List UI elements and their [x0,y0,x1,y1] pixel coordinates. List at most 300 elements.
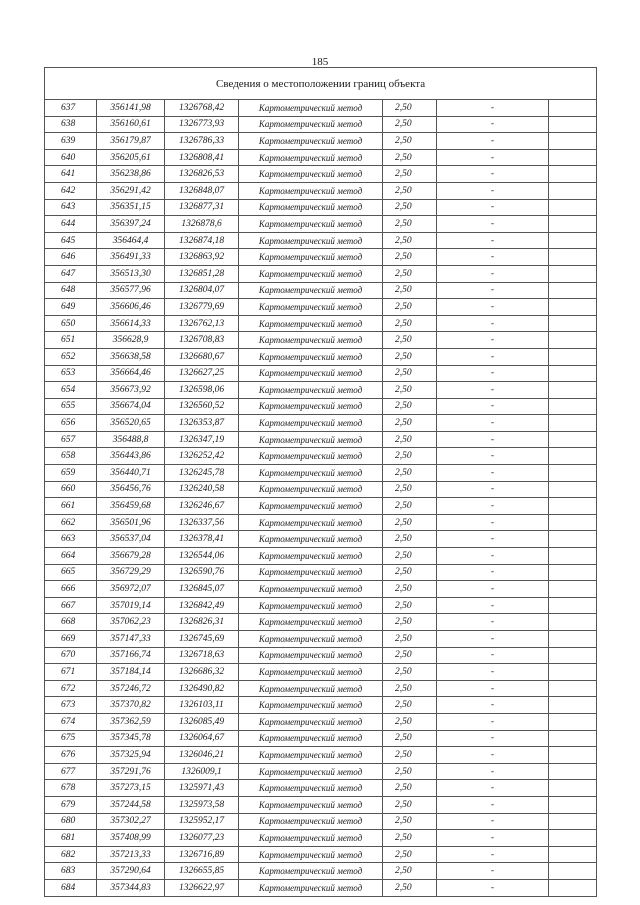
table-row [45,481,597,498]
empty-cell [549,100,597,117]
accuracy-cell: 2,50 [383,232,437,249]
coordinate-y-cell: 1326246,67 [165,498,239,515]
coordinate-y-cell: 1326826,53 [165,166,239,183]
point-number-cell: 660 [45,481,97,498]
method-cell: Картометрический метод [239,282,383,299]
empty-cell [549,282,597,299]
coordinate-x-cell: 356674,04 [97,398,165,415]
method-cell: Картометрический метод [239,631,383,648]
accuracy-cell: 2,50 [383,730,437,747]
point-number-cell: 653 [45,365,97,382]
accuracy-cell: 2,50 [383,813,437,830]
point-number-cell: 665 [45,564,97,581]
accuracy-cell: 2,50 [383,531,437,548]
accuracy-cell: 2,50 [383,199,437,216]
method-cell: Картометрический метод [239,564,383,581]
empty-cell [549,664,597,681]
accuracy-cell: 2,50 [383,548,437,565]
point-number-cell: 648 [45,282,97,299]
accuracy-cell: 2,50 [383,863,437,880]
point-number-cell: 680 [45,813,97,830]
coordinate-y-cell: 1326848,07 [165,182,239,199]
accuracy-cell: 2,50 [383,879,437,896]
accuracy-cell: 2,50 [383,465,437,482]
accuracy-cell: 2,50 [383,365,437,382]
coordinate-x-cell: 356513,30 [97,265,165,282]
empty-cell [549,398,597,415]
coordinate-y-cell: 1326627,25 [165,365,239,382]
empty-cell [549,597,597,614]
description-cell: - [437,614,549,631]
description-cell: - [437,747,549,764]
accuracy-cell: 2,50 [383,348,437,365]
point-number-cell: 640 [45,149,97,166]
point-number-cell: 679 [45,796,97,813]
coordinate-y-cell: 1326353,87 [165,415,239,432]
accuracy-cell: 2,50 [383,481,437,498]
point-number-cell: 669 [45,631,97,648]
empty-cell [549,813,597,830]
table-row [45,365,597,382]
table-row [45,216,597,233]
coordinate-x-cell: 357147,33 [97,631,165,648]
empty-cell [549,365,597,382]
table-row [45,813,597,830]
description-cell: - [437,465,549,482]
accuracy-cell: 2,50 [383,149,437,166]
empty-cell [549,299,597,316]
description-cell: - [437,647,549,664]
empty-cell [549,514,597,531]
point-number-cell: 638 [45,116,97,133]
coordinate-x-cell: 357290,64 [97,863,165,880]
empty-cell [549,730,597,747]
accuracy-cell: 2,50 [383,680,437,697]
description-cell: - [437,780,549,797]
method-cell: Картометрический метод [239,116,383,133]
method-cell: Картометрический метод [239,763,383,780]
coordinate-y-cell: 1326240,58 [165,481,239,498]
coordinate-x-cell: 356179,87 [97,133,165,150]
coordinate-x-cell: 357246,72 [97,680,165,697]
description-cell: - [437,730,549,747]
coordinate-y-cell: 1326077,23 [165,830,239,847]
coordinate-y-cell: 1326245,78 [165,465,239,482]
coordinate-x-cell: 357019,14 [97,597,165,614]
table-row [45,647,597,664]
point-number-cell: 637 [45,100,97,117]
coordinate-y-cell: 1326786,33 [165,133,239,150]
coordinate-y-cell: 1326686,32 [165,664,239,681]
description-cell: - [437,498,549,515]
empty-cell [549,498,597,515]
empty-cell [549,846,597,863]
point-number-cell: 655 [45,398,97,415]
empty-cell [549,614,597,631]
point-number-cell: 661 [45,498,97,515]
accuracy-cell: 2,50 [383,299,437,316]
point-number-cell: 644 [45,216,97,233]
empty-cell [549,216,597,233]
table-row [45,299,597,316]
description-cell: - [437,166,549,183]
point-number-cell: 642 [45,182,97,199]
coordinate-x-cell: 357166,74 [97,647,165,664]
table-row [45,581,597,598]
point-number-cell: 664 [45,548,97,565]
description-cell: - [437,282,549,299]
coordinate-x-cell: 356577,96 [97,282,165,299]
coordinate-y-cell: 1326544,06 [165,548,239,565]
description-cell: - [437,116,549,133]
table-row [45,232,597,249]
point-number-cell: 682 [45,846,97,863]
description-cell: - [437,398,549,415]
accuracy-cell: 2,50 [383,647,437,664]
description-cell: - [437,548,549,565]
description-cell: - [437,581,549,598]
description-cell: - [437,315,549,332]
point-number-cell: 663 [45,531,97,548]
empty-cell [549,697,597,714]
point-number-cell: 646 [45,249,97,266]
accuracy-cell: 2,50 [383,431,437,448]
accuracy-cell: 2,50 [383,780,437,797]
coordinate-y-cell: 1326863,92 [165,249,239,266]
empty-cell [549,133,597,150]
accuracy-cell: 2,50 [383,282,437,299]
method-cell: Картометрический метод [239,365,383,382]
coordinate-y-cell: 1326252,42 [165,448,239,465]
table-row [45,664,597,681]
description-cell: - [437,830,549,847]
table-row [45,149,597,166]
empty-cell [549,465,597,482]
description-cell: - [437,863,549,880]
coordinate-y-cell: 1326560,52 [165,398,239,415]
empty-cell [549,332,597,349]
table-row [45,315,597,332]
method-cell: Картометрический метод [239,514,383,531]
method-cell: Картометрический метод [239,216,383,233]
accuracy-cell: 2,50 [383,514,437,531]
point-number-cell: 674 [45,713,97,730]
point-number-cell: 647 [45,265,97,282]
coordinate-y-cell: 1326085,49 [165,713,239,730]
accuracy-cell: 2,50 [383,382,437,399]
point-number-cell: 652 [45,348,97,365]
table-row [45,182,597,199]
accuracy-cell: 2,50 [383,581,437,598]
method-cell: Картометрический метод [239,465,383,482]
description-cell: - [437,182,549,199]
accuracy-cell: 2,50 [383,398,437,415]
empty-cell [549,481,597,498]
method-cell: Картометрический метод [239,415,383,432]
coordinate-x-cell: 356205,61 [97,149,165,166]
accuracy-cell: 2,50 [383,697,437,714]
description-cell: - [437,697,549,714]
coordinate-x-cell: 356351,15 [97,199,165,216]
point-number-cell: 667 [45,597,97,614]
accuracy-cell: 2,50 [383,166,437,183]
method-cell: Картометрический метод [239,332,383,349]
coordinate-y-cell: 1326009,1 [165,763,239,780]
description-cell: - [437,216,549,233]
description-cell: - [437,265,549,282]
point-number-cell: 666 [45,581,97,598]
accuracy-cell: 2,50 [383,332,437,349]
description-cell: - [437,382,549,399]
description-cell: - [437,348,549,365]
coordinate-x-cell: 357291,76 [97,763,165,780]
method-cell: Картометрический метод [239,796,383,813]
coordinate-y-cell: 1326877,31 [165,199,239,216]
table-row [45,846,597,863]
table-row [45,498,597,515]
accuracy-cell: 2,50 [383,830,437,847]
empty-cell [549,830,597,847]
description-cell: - [437,713,549,730]
method-cell: Картометрический метод [239,713,383,730]
empty-cell [549,879,597,896]
coordinate-y-cell: 1326655,85 [165,863,239,880]
coordinate-x-cell: 356488,8 [97,431,165,448]
method-cell: Картометрический метод [239,265,383,282]
point-number-cell: 656 [45,415,97,432]
coordinate-x-cell: 356291,42 [97,182,165,199]
coordinate-y-cell: 1326842,49 [165,597,239,614]
coordinate-y-cell: 1326708,83 [165,332,239,349]
coordinate-y-cell: 1326337,56 [165,514,239,531]
coordinate-x-cell: 356614,33 [97,315,165,332]
table-row [45,780,597,797]
point-number-cell: 662 [45,514,97,531]
method-cell: Картометрический метод [239,498,383,515]
coordinate-x-cell: 357184,14 [97,664,165,681]
table-row [45,514,597,531]
accuracy-cell: 2,50 [383,116,437,133]
coordinate-y-cell: 1326103,11 [165,697,239,714]
coordinate-y-cell: 1326378,41 [165,531,239,548]
method-cell: Картометрический метод [239,697,383,714]
point-number-cell: 676 [45,747,97,764]
accuracy-cell: 2,50 [383,597,437,614]
coordinate-x-cell: 356729,29 [97,564,165,581]
description-cell: - [437,332,549,349]
point-number-cell: 673 [45,697,97,714]
empty-cell [549,863,597,880]
method-cell: Картометрический метод [239,747,383,764]
table-header-row [45,68,597,100]
method-cell: Картометрический метод [239,348,383,365]
empty-cell [549,763,597,780]
coordinate-y-cell: 1326826,31 [165,614,239,631]
coordinate-x-cell: 356464,4 [97,232,165,249]
method-cell: Картометрический метод [239,133,383,150]
method-cell: Картометрический метод [239,100,383,117]
coordinate-y-cell: 1326845,07 [165,581,239,598]
point-number-cell: 645 [45,232,97,249]
table-row [45,531,597,548]
coordinate-x-cell: 357062,23 [97,614,165,631]
method-cell: Картометрический метод [239,548,383,565]
table-row [45,382,597,399]
table-row [45,348,597,365]
coordinate-y-cell: 1326808,41 [165,149,239,166]
accuracy-cell: 2,50 [383,713,437,730]
coordinate-y-cell: 1326779,69 [165,299,239,316]
coordinate-y-cell: 1326064,67 [165,730,239,747]
coordinate-x-cell: 356491,33 [97,249,165,266]
table-row [45,796,597,813]
table-row [45,133,597,150]
accuracy-cell: 2,50 [383,100,437,117]
method-cell: Картометрический метод [239,879,383,896]
empty-cell [549,265,597,282]
empty-cell [549,431,597,448]
coordinate-x-cell: 356440,71 [97,465,165,482]
coordinate-x-cell: 357408,99 [97,830,165,847]
coordinate-y-cell: 1326762,13 [165,315,239,332]
coordinate-y-cell: 1326773,93 [165,116,239,133]
coordinate-y-cell: 1326874,18 [165,232,239,249]
coordinate-x-cell: 357345,78 [97,730,165,747]
coordinate-x-cell: 356679,28 [97,548,165,565]
description-cell: - [437,564,549,581]
accuracy-cell: 2,50 [383,846,437,863]
description-cell: - [437,199,549,216]
method-cell: Картометрический метод [239,182,383,199]
method-cell: Картометрический метод [239,597,383,614]
method-cell: Картометрический метод [239,431,383,448]
method-cell: Картометрический метод [239,780,383,797]
empty-cell [549,564,597,581]
empty-cell [549,448,597,465]
description-cell: - [437,531,549,548]
table-row [45,697,597,714]
table-row [45,548,597,565]
coordinate-y-cell: 1326622,97 [165,879,239,896]
table-row [45,879,597,896]
table-row [45,199,597,216]
accuracy-cell: 2,50 [383,182,437,199]
description-cell: - [437,879,549,896]
empty-cell [549,581,597,598]
coordinate-x-cell: 357325,94 [97,747,165,764]
table-row [45,631,597,648]
accuracy-cell: 2,50 [383,631,437,648]
accuracy-cell: 2,50 [383,498,437,515]
point-number-cell: 643 [45,199,97,216]
empty-cell [549,680,597,697]
empty-cell [549,149,597,166]
coordinate-x-cell: 356638,58 [97,348,165,365]
point-number-cell: 649 [45,299,97,316]
coordinate-y-cell: 1326804,07 [165,282,239,299]
table-row [45,747,597,764]
method-cell: Картометрический метод [239,232,383,249]
accuracy-cell: 2,50 [383,249,437,266]
coordinate-y-cell: 1326718,63 [165,647,239,664]
empty-cell [549,796,597,813]
coordinate-x-cell: 356628,9 [97,332,165,349]
method-cell: Картометрический метод [239,315,383,332]
table-row [45,597,597,614]
method-cell: Картометрический метод [239,813,383,830]
coordinate-x-cell: 356673,92 [97,382,165,399]
method-cell: Картометрический метод [239,830,383,847]
coordinate-x-cell: 356606,46 [97,299,165,316]
empty-cell [549,713,597,730]
method-cell: Картометрический метод [239,166,383,183]
coordinate-y-cell: 1326347,19 [165,431,239,448]
point-number-cell: 641 [45,166,97,183]
coordinate-y-cell: 1326878,6 [165,216,239,233]
method-cell: Картометрический метод [239,382,383,399]
description-cell: - [437,100,549,117]
empty-cell [549,232,597,249]
method-cell: Картометрический метод [239,531,383,548]
empty-cell [549,647,597,664]
empty-cell [549,548,597,565]
description-cell: - [437,664,549,681]
point-number-cell: 670 [45,647,97,664]
coordinate-x-cell: 356501,96 [97,514,165,531]
description-cell: - [437,431,549,448]
coordinate-x-cell: 356537,04 [97,531,165,548]
table-row [45,680,597,697]
table-row [45,431,597,448]
description-cell: - [437,763,549,780]
description-cell: - [437,680,549,697]
description-cell: - [437,846,549,863]
empty-cell [549,780,597,797]
description-cell: - [437,249,549,266]
point-number-cell: 639 [45,133,97,150]
accuracy-cell: 2,50 [383,796,437,813]
point-number-cell: 684 [45,879,97,896]
point-number-cell: 668 [45,614,97,631]
coordinate-y-cell: 1326490,82 [165,680,239,697]
description-cell: - [437,813,549,830]
table-row [45,863,597,880]
accuracy-cell: 2,50 [383,216,437,233]
coordinate-x-cell: 356972,07 [97,581,165,598]
method-cell: Картометрический метод [239,730,383,747]
table-row [45,730,597,747]
point-number-cell: 678 [45,780,97,797]
table-row [45,415,597,432]
coordinate-y-cell: 1326716,89 [165,846,239,863]
accuracy-cell: 2,50 [383,664,437,681]
accuracy-cell: 2,50 [383,315,437,332]
coordinate-x-cell: 357370,82 [97,697,165,714]
table-row [45,564,597,581]
method-cell: Картометрический метод [239,398,383,415]
accuracy-cell: 2,50 [383,564,437,581]
method-cell: Картометрический метод [239,581,383,598]
coordinate-x-cell: 356664,46 [97,365,165,382]
accuracy-cell: 2,50 [383,614,437,631]
method-cell: Картометрический метод [239,199,383,216]
table-row [45,448,597,465]
empty-cell [549,631,597,648]
method-cell: Картометрический метод [239,664,383,681]
description-cell: - [437,415,549,432]
point-number-cell: 677 [45,763,97,780]
table-row [45,166,597,183]
